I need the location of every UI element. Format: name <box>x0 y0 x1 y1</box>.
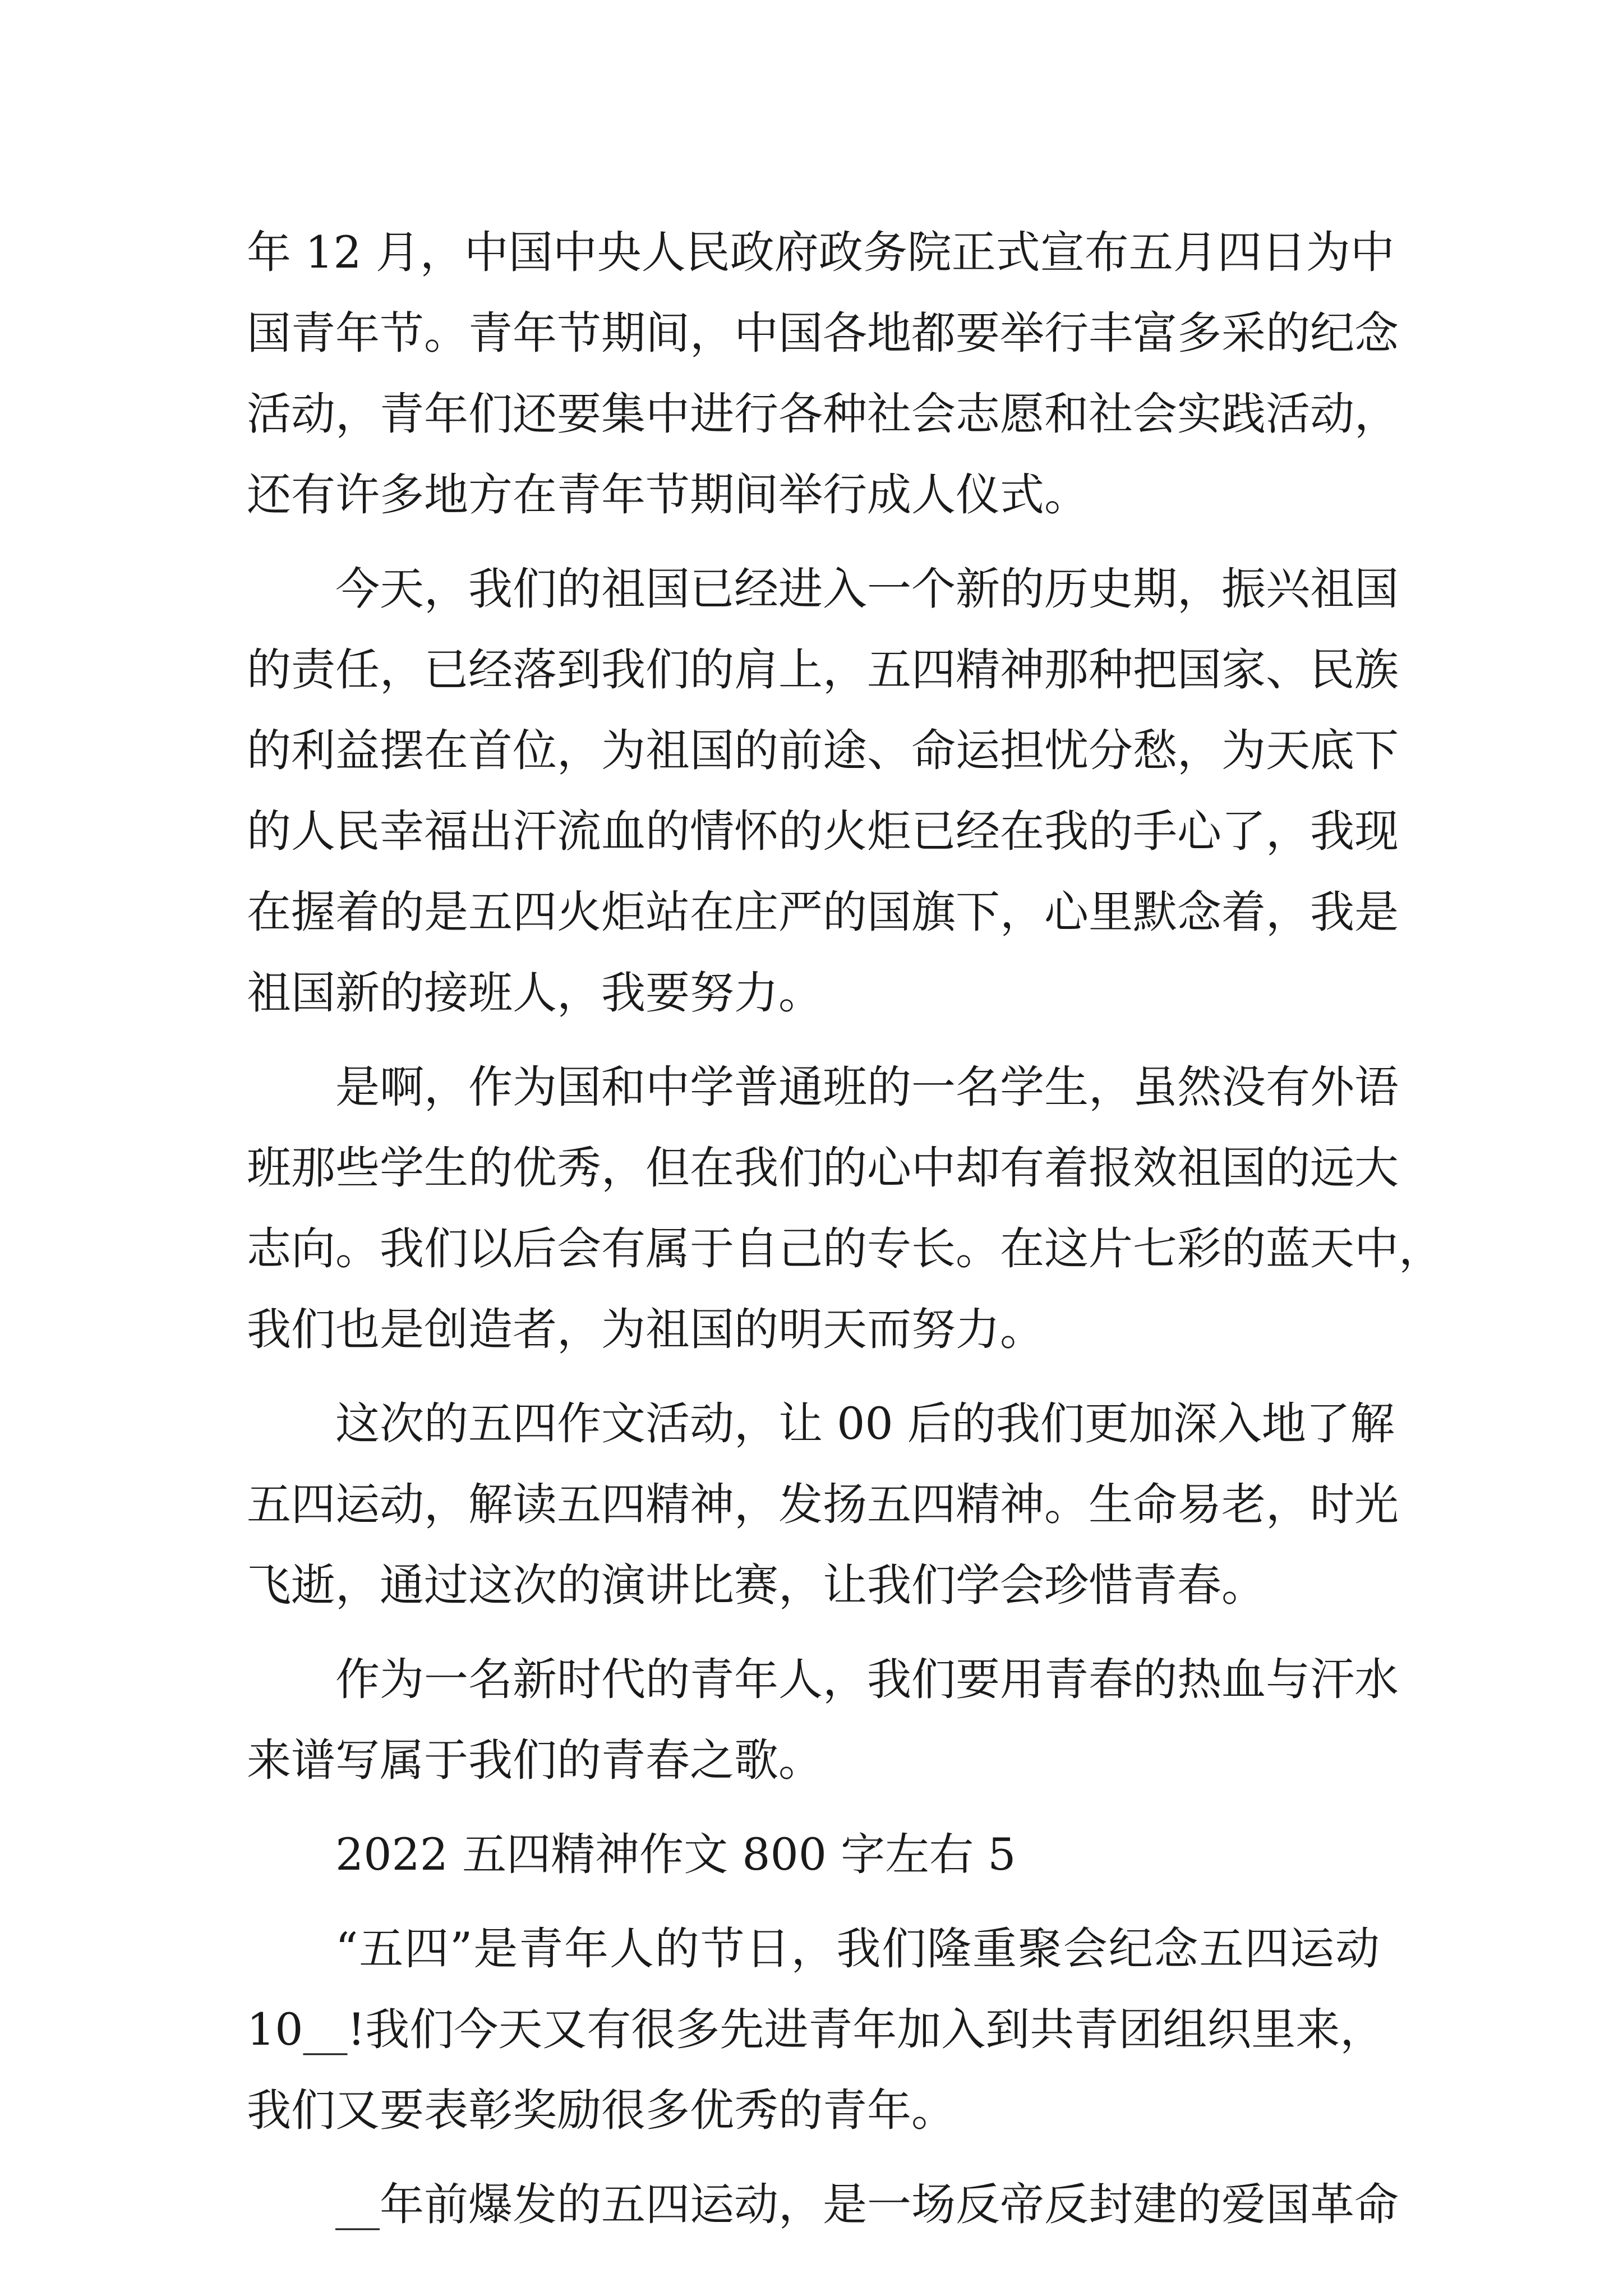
paragraph-start-line: 是啊，作为国和中学普通班的一名学生，虽然没有外语 <box>335 1061 1399 1113</box>
text-line: 国青年节。青年节期间，中国各地都要举行丰富多采的纪念 <box>247 307 1399 359</box>
text-line: 年 12 月，中国中央人民政府政务院正式宣布五月四日为中 <box>247 227 1395 278</box>
text-line: 我们又要表彰奖励很多优秀的青年。 <box>247 2085 956 2136</box>
section-heading: 2022 五四精神作文 800 字左右 5 <box>335 1829 1016 1880</box>
document-body <box>247 212 1443 2245</box>
text-line: 祖国新的接班人，我要努力。 <box>247 967 823 1019</box>
text-line: 活动，青年们还要集中进行各种社会志愿和社会实践活动， <box>247 388 1399 440</box>
text-line: 10__!我们今天又有很多先进青年加入到共青团组织里来， <box>247 2004 1385 2055</box>
paragraph-start-line: “五四”是青年人的节日，我们隆重聚会纪念五四运动 <box>335 1923 1380 1975</box>
text-line: 的责任，已经落到我们的肩上，五四精神那种把国家、民族 <box>247 644 1399 696</box>
text-line: 五四运动，解读五四精神，发扬五四精神。生命易老，时光 <box>247 1479 1399 1530</box>
paragraph-start-line: 作为一名新时代的青年人，我们要用青春的热血与汗水 <box>335 1654 1399 1705</box>
text-line: 的利益摆在首位，为祖国的前途、命运担忧分愁，为天底下 <box>247 725 1399 776</box>
paragraph-start-line: __年前爆发的五四运动，是一场反帝反封建的爱国革命 <box>335 2179 1399 2230</box>
text-line: 来谱写属于我们的青春之歌。 <box>247 1734 823 1786</box>
text-line: 班那些学生的优秀，但在我们的心中却有着报效祖国的远大 <box>247 1142 1399 1194</box>
paragraph-start-line: 今天，我们的祖国已经进入一个新的历史期，振兴祖国 <box>335 563 1399 615</box>
paragraph-start-line: 这次的五四作文活动，让 00 后的我们更加深入地了解 <box>335 1398 1395 1450</box>
text-line: 志向。我们以后会有属于自己的专长。在这片七彩的蓝天中， <box>247 1223 1443 1274</box>
text-line: 在握着的是五四火炬站在庄严的国旗下，心里默念着，我是 <box>247 886 1399 938</box>
text-line: 还有许多地方在青年节期间举行成人仪式。 <box>247 469 1089 521</box>
text-line: 我们也是创造者，为祖国的明天而努力。 <box>247 1304 1044 1355</box>
text-line: 飞逝，通过这次的演讲比赛，让我们学会珍惜青春。 <box>247 1559 1266 1611</box>
text-line: 的人民幸福出汗流血的情怀的火炬已经在我的手心了，我现 <box>247 806 1399 857</box>
